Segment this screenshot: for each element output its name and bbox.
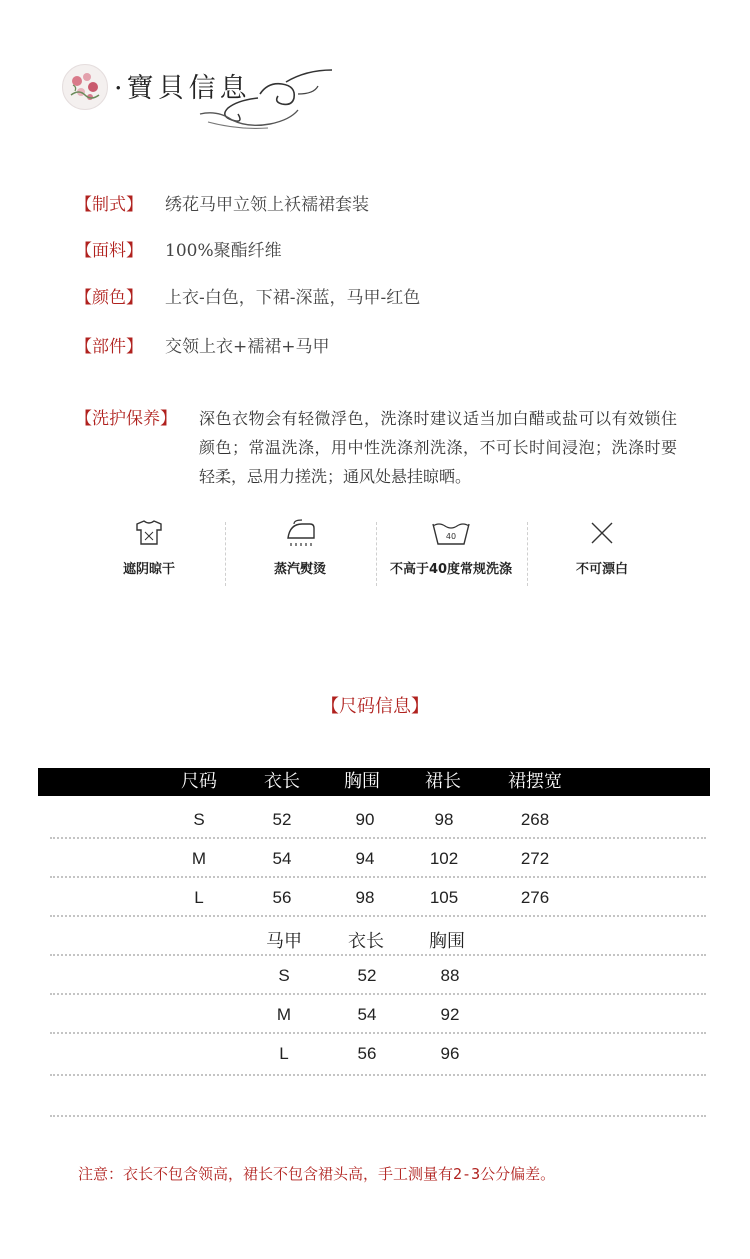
attribute-value: 100%聚酯纤维 bbox=[165, 240, 282, 261]
table-cell: 92 bbox=[440, 1005, 460, 1024]
attribute-value: 绣花马甲立领上袄襦裙套装 bbox=[165, 194, 369, 215]
wash-temp-badge: 40 bbox=[445, 532, 457, 541]
size-table-header: 胸围 bbox=[344, 771, 380, 792]
vest-table-header: 胸围 bbox=[429, 931, 465, 952]
vest-table-header: 衣长 bbox=[348, 931, 384, 952]
table-cell: 96 bbox=[440, 1044, 460, 1063]
vest-table-header: 马甲 bbox=[266, 931, 302, 952]
row-divider bbox=[50, 954, 706, 956]
floral-emblem-icon bbox=[62, 64, 108, 110]
row-divider bbox=[50, 1074, 706, 1076]
size-section-title: 【尺码信息】 bbox=[321, 696, 429, 717]
care-heading: 【洗护保养】 bbox=[75, 409, 177, 429]
care-label: 蒸汽熨烫 bbox=[273, 562, 326, 577]
care-label: 不可漂白 bbox=[575, 562, 628, 577]
row-divider bbox=[50, 837, 706, 839]
table-cell: 56 bbox=[272, 888, 292, 907]
care-instructions: 深色衣物会有轻微浮色，洗涤时建议适当加白醋或盐可以有效锁住颜色；常温洗涤，用中性洗涤剂洗涤，不可长时间浸泡；洗涤时要轻柔，忌用力搓洗；通风处悬挂晾晒。 bbox=[199, 409, 677, 486]
table-cell: 268 bbox=[520, 810, 550, 829]
care-item-shade-dry bbox=[74, 518, 224, 588]
table-cell: 102 bbox=[429, 849, 459, 868]
care-label: 遮阴晾干 bbox=[122, 562, 175, 577]
cloud-swirl-icon bbox=[198, 64, 338, 130]
steam-iron-icon bbox=[280, 518, 320, 548]
table-cell: 54 bbox=[272, 849, 292, 868]
wash-tub-40-icon bbox=[430, 518, 472, 548]
row-divider bbox=[50, 876, 706, 878]
table-cell: 272 bbox=[520, 849, 550, 868]
table-cell: 105 bbox=[429, 888, 459, 907]
table-cell: 54 bbox=[357, 1005, 377, 1024]
table-cell: 98 bbox=[434, 810, 454, 829]
table-cell: S bbox=[278, 966, 290, 985]
size-table-header: 尺码 bbox=[181, 771, 217, 792]
shade-dry-shirt-icon bbox=[131, 518, 167, 548]
table-cell: 52 bbox=[357, 966, 377, 985]
table-cell: L bbox=[194, 888, 204, 907]
care-item-wash-40 bbox=[376, 518, 526, 588]
size-table-header: 裙长 bbox=[425, 771, 461, 792]
table-cell: M bbox=[191, 849, 207, 868]
attribute-key: 【面料】 bbox=[75, 240, 143, 261]
table-cell: 94 bbox=[355, 849, 375, 868]
care-item-steam-iron bbox=[225, 518, 375, 588]
table-cell: 90 bbox=[355, 810, 375, 829]
attribute-row-style bbox=[75, 187, 369, 217]
row-divider bbox=[50, 1032, 706, 1034]
row-divider bbox=[50, 1115, 706, 1117]
care-item-no-bleach bbox=[527, 518, 677, 588]
measurement-note: 注意：衣长不包含领高，裙长不包含裙头高，手工测量有2-3公分偏差。 bbox=[78, 1165, 556, 1183]
attribute-value: 上衣-白色，下裙-深蓝，马甲-红色 bbox=[165, 287, 421, 308]
table-cell: S bbox=[193, 810, 205, 829]
attribute-key: 【制式】 bbox=[75, 194, 143, 215]
page-title: ·寶貝信息 bbox=[114, 73, 251, 104]
row-divider bbox=[50, 915, 706, 917]
table-cell: L bbox=[279, 1044, 289, 1063]
attribute-value: 交领上衣+襦裙+马甲 bbox=[165, 336, 330, 357]
size-table-header: 裙摆宽 bbox=[508, 771, 562, 792]
table-cell: 276 bbox=[520, 888, 550, 907]
attribute-row-fabric bbox=[75, 233, 282, 263]
attribute-row-parts bbox=[75, 329, 330, 359]
table-cell: 88 bbox=[440, 966, 460, 985]
table-cell: 98 bbox=[355, 888, 375, 907]
attribute-key: 【部件】 bbox=[75, 336, 143, 357]
row-divider bbox=[50, 993, 706, 995]
table-cell: 52 bbox=[272, 810, 292, 829]
attribute-row-color bbox=[75, 280, 420, 310]
table-cell: M bbox=[276, 1005, 292, 1024]
table-cell: 56 bbox=[357, 1044, 377, 1063]
no-bleach-cross-icon bbox=[587, 518, 617, 548]
attribute-key: 【颜色】 bbox=[75, 287, 143, 308]
size-table-header: 衣长 bbox=[264, 771, 300, 792]
care-label: 不高于40度常规洗涤 bbox=[389, 562, 513, 577]
